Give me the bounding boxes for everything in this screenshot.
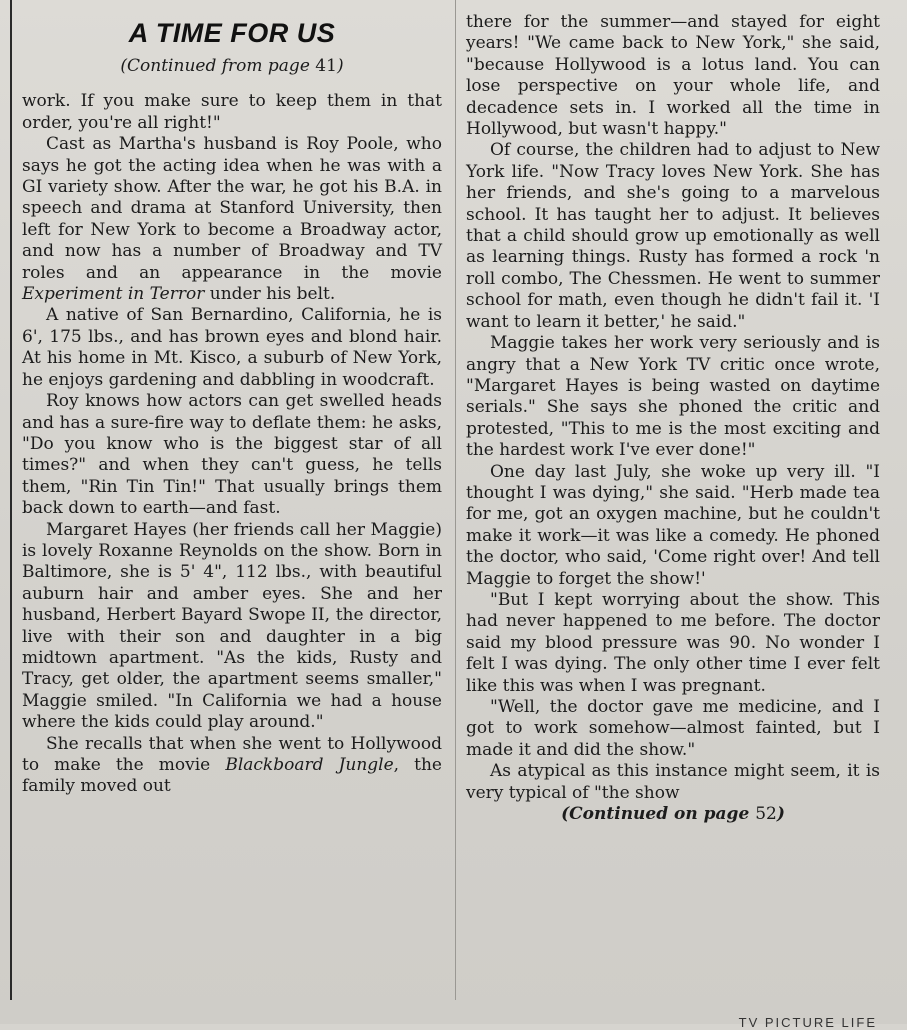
continued-from-page: 41 xyxy=(315,56,337,76)
right-column xyxy=(466,12,880,825)
continued-on-close: ) xyxy=(776,804,785,825)
paragraph: Roy knows how actors can get swelled heads and has a sure-fire way to deflate them: he asks, "Do you know who is the biggest star of all times?" and when they can't guess, he tells them, "Rin Tin Tin!" That usually brings them back down to earth—and fast. xyxy=(22,391,442,519)
paragraph: Margaret Hayes (her friends call her Maggie) is lovely Roxanne Reynolds on the show. Born in Baltimore, she is 5' 4", 112 lbs., with beautiful auburn hair and amber eyes. She and her husband, Herbert Bayard Swope II, the director, live with their son and daughter in a big midtown apartment. "As the kids, Rusty and Tracy, get older, the apartment seems smaller," Maggie smiled. "In California we had a house where the kids could play around." xyxy=(22,519,442,733)
left-column xyxy=(22,0,442,798)
paragraph-text: Cast as Martha's husband is Roy Poole, who says he got the acting idea when he was with a GI variety show. After the war, he got his B.A. in speech and drama at Stanford University, then left for New York to become a Broadway actor, and now has a number of Broadway and TV roles and an appearance in the movie xyxy=(22,134,442,283)
paragraph: One day last July, she woke up very ill. "I thought I was dying," she said. "Herb made tea for me, got an oxygen machine, but he couldn't make it work—it was like a comedy. He phoned the doctor, who said, 'Come right over! And tell Maggie to forget the show!' xyxy=(466,461,880,589)
continued-on-line xyxy=(466,804,880,825)
column-divider xyxy=(455,0,456,1000)
movie-title: Experiment in Terror xyxy=(22,284,205,305)
paragraph: work. If you make sure to keep them in that order, you're all right!" xyxy=(22,91,442,133)
left-margin-rule xyxy=(10,0,12,1000)
continued-on-page: 52 xyxy=(755,804,777,825)
magazine-footer: TV PICTURE LIFE xyxy=(738,1015,877,1030)
paragraph: As atypical as this instance might seem, it is very typical of "the show xyxy=(466,761,880,803)
continued-from-text: (Continued from page xyxy=(120,56,316,76)
paragraph: A native of San Bernardino, California, he is 6', 175 lbs., and has brown eyes and blond hair. At his home in Mt. Kisco, a suburb of New York, he enjoys gardening and dabbling in woodcraft. xyxy=(22,305,442,390)
paragraph-text: , the family moved out xyxy=(22,755,442,797)
paragraph: Maggie takes her work very seriously and is angry that a New York TV critic once wrote, "Margaret Hayes is being wasted on daytime serials." She says she phoned the critic and protested, "This to me is the most exciting and the hardest work I've ever done!" xyxy=(466,333,880,461)
movie-title: Blackboard Jungle xyxy=(225,755,394,775)
paragraph-text: She recalls that when she went to Hollywood to make the movie xyxy=(22,733,442,775)
paragraph: there for the summer—and stayed for eight years! "We came back to New York," she said, "because Hollywood is a lotus land. You can lose perspective on your whole life, and decadence sets in. I worked all the time in Hollywood, but wasn't happy." xyxy=(466,12,880,140)
continued-from-line xyxy=(22,56,442,77)
paragraph xyxy=(22,134,442,305)
continued-on-text: (Continued on page xyxy=(561,804,756,825)
paragraph: "Well, the doctor gave me medicine, and I got to work somehow—almost fainted, but I made it and did the show." xyxy=(466,697,880,760)
paragraph-text: under his belt. xyxy=(204,284,336,305)
article-headline: A TIME FOR US xyxy=(128,18,336,48)
paragraph: "But I kept worrying about the show. This had never happened to me before. The doctor said my blood pressure was 90. No wonder I felt I was dying. The only other time I ever felt like this was when I was pregnant. xyxy=(466,589,880,696)
continued-from-close: ) xyxy=(336,56,344,76)
paragraph: Of course, the children had to adjust to New York life. "Now Tracy loves New York. She has her friends, and she's going to a marvelous school. It has taught her to adjust. It believes that a child should grow up emotionally as well as learning things. Rusty has formed a rock 'n roll combo, The Chessmen. He went to summer school for math, even though he didn't fail it. 'I want to learn it better,' he said." xyxy=(466,140,880,332)
paragraph xyxy=(22,734,442,798)
